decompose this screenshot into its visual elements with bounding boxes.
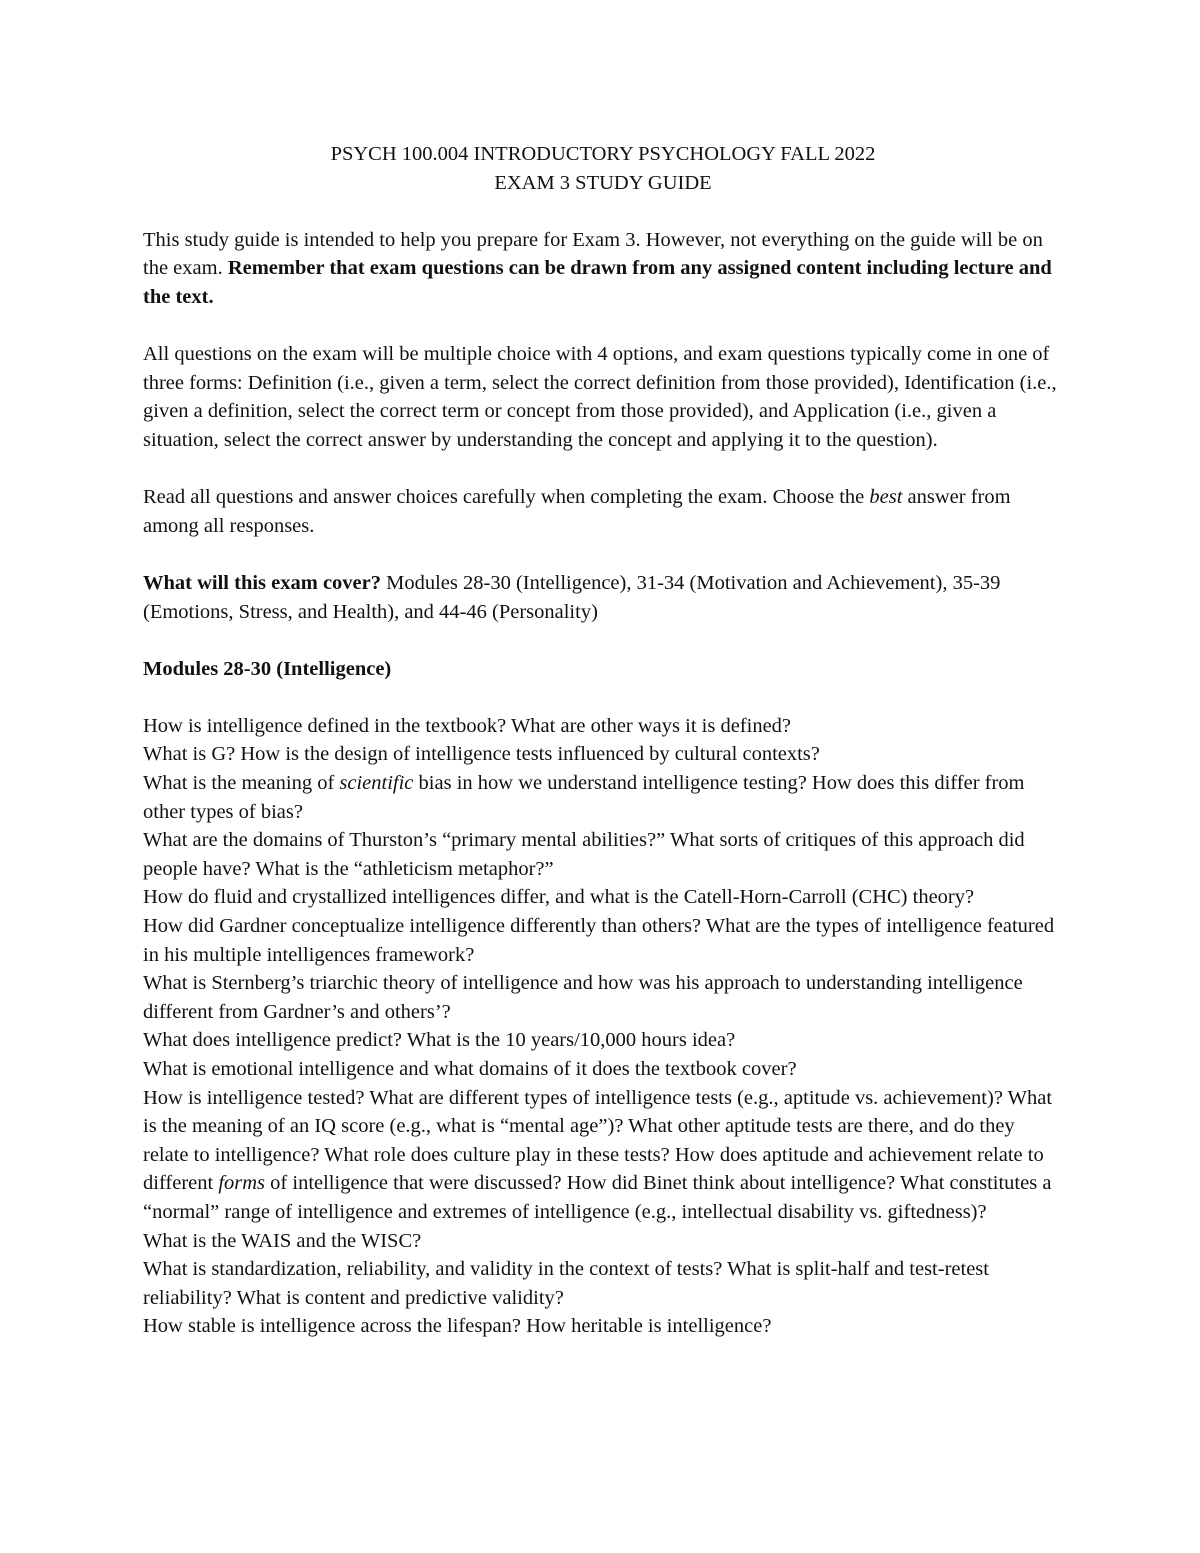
question-item: How stable is intelligence across the lifespan? How heritable is intelligence? — [143, 1315, 772, 1338]
question-emphasis: forms — [218, 1172, 266, 1195]
question-text: How is intelligence tested? What are different types of intelligence tests (e.g., aptitude vs. achievement)? What is the meaning of an IQ score (e.g., what is “mental age”)? What other aptitude tests are there, and do they relate to intelligence? What role does culture play in these tests? How does aptitude and achievement relate to different — [143, 1086, 1053, 1195]
question-list — [143, 712, 1063, 1341]
document-page — [143, 140, 1063, 1341]
question-item: What is the WAIS and the WISC? — [143, 1229, 422, 1252]
format-paragraph: All questions on the exam will be multiple choice with 4 options, and exam questions typically come in one of three forms: Definition (i.e., given a term, select the correct definition from those provided), Identification (i.e., given a definition, select the correct term or concept from those provided), and Application (i.e., given a situation, select the correct answer by understanding the concept and applying it to the question). — [143, 343, 1057, 451]
question-item: How did Gardner conceptualize intelligence differently than others? What are the types of intelligence featured in his multiple intelligences framework? — [143, 915, 1055, 966]
question-item: What are the domains of Thurston’s “primary mental abilities?” What sorts of critiques of this approach did people have? What is the “athleticism metaphor?” — [143, 829, 1025, 880]
intro-text: This study guide is intended to help you prepare for Exam 3. However, not everything on the guide will be on the exam. — [143, 228, 1043, 280]
question-text: bias in how we understand intelligence testing? How does this differ from other types of bias? — [143, 772, 1025, 823]
question-item — [143, 769, 1063, 826]
question-text: What is the meaning of — [143, 772, 340, 795]
section-heading: Modules 28-30 (Intelligence) — [143, 657, 392, 680]
question-item: What is emotional intelligence and what domains of it does the textbook cover? — [143, 1058, 797, 1080]
read-text-start: Read all questions and answer choices carefully when completing the exam. Choose the — [143, 486, 870, 509]
read-text-end: answer from among all responses. — [143, 486, 1011, 537]
question-item: How is intelligence defined in the textbook? What are other ways it is defined? — [143, 714, 792, 737]
question-item: What is Sternberg’s triarchic theory of intelligence and how was his approach to understanding intelligence different from Gardner’s and others’? — [143, 972, 1023, 1023]
question-item: How do fluid and crystallized intelligences differ, and what is the Catell-Horn-Carroll (CHC) theory? — [143, 886, 975, 909]
question-item: What is standardization, reliability, and validity in the context of tests? What is split-half and test-retest reliability? What is content and predictive validity? — [143, 1258, 989, 1309]
course-title: PSYCH 100.004 INTRODUCTORY PSYCHOLOGY FALL 2022 — [330, 143, 876, 165]
question-emphasis: scientific — [339, 772, 414, 795]
coverage-label: What will this exam cover? — [143, 571, 381, 594]
intro-paragraph — [143, 226, 1063, 312]
question-item: What is G? How is the design of intelligence tests influenced by cultural contexts? — [143, 743, 820, 766]
question-item: What does intelligence predict? What is the 10 years/10,000 hours idea? — [143, 1029, 736, 1052]
read-text-emphasis: best — [869, 486, 903, 509]
question-text: of intelligence that were discussed? How did Binet think about intelligence? What constitutes a “normal” range of intelligence and extremes of intelligence (e.g., intellectual disability vs. giftedness)? — [143, 1172, 1052, 1223]
intro-bold-reminder: Remember that exam questions can be drawn from any assigned content including lecture and the text. — [143, 257, 1052, 308]
coverage-paragraph — [143, 569, 1063, 626]
coverage-text: Modules 28-30 (Intelligence), 31-34 (Motivation and Achievement), 35-39 (Emotions, Stress, and Health), and 44-46 (Personality) — [143, 571, 1001, 623]
question-item — [143, 1084, 1063, 1227]
read-paragraph — [143, 483, 1063, 540]
guide-title: EXAM 3 STUDY GUIDE — [494, 171, 712, 194]
